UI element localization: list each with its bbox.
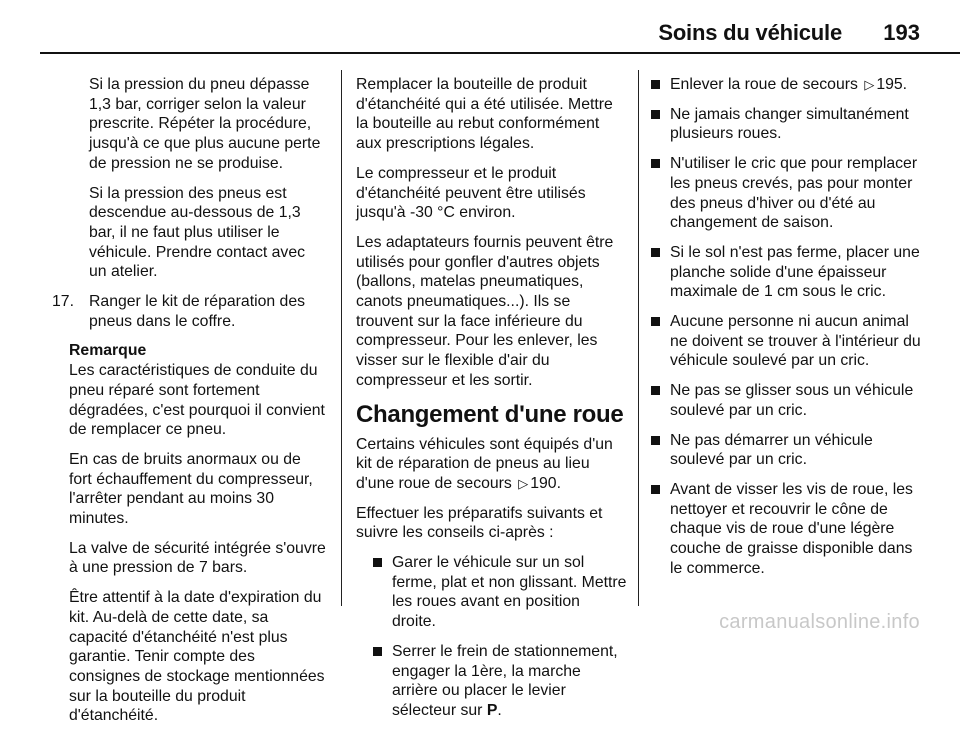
list-item-text: Ne jamais changer simultanément plusieurs roues. — [670, 105, 909, 143]
list-item — [650, 431, 926, 470]
page-title: Soins du véhicule — [658, 20, 842, 45]
list-item — [650, 381, 926, 420]
bullet-square-icon — [651, 80, 660, 89]
bullet-square-icon — [373, 558, 382, 567]
remark-box — [52, 341, 326, 726]
step-number: 17. — [52, 293, 74, 311]
page-ref-arrow-icon: ▷ — [518, 475, 529, 491]
column-divider — [638, 70, 639, 606]
bullet-square-icon — [651, 386, 660, 395]
list-item-text: Aucune personne ni aucun animal ne doivent se trouver à l'intérieur du véhicule soulevé par un cric. — [670, 313, 921, 370]
page-header — [0, 14, 960, 50]
bullet-list — [650, 75, 926, 578]
column-left — [52, 75, 326, 736]
list-item — [372, 642, 628, 721]
list-item — [372, 553, 628, 632]
list-item-text: Serrer le frein de stationnement, engager la 1ère, la marche arrière ou placer le levier sélecteur sur — [392, 642, 618, 719]
section-heading: Changement d'une roue — [356, 400, 624, 428]
column-right — [650, 75, 926, 588]
list-item-end: . — [497, 701, 502, 719]
remark-title: Remarque — [69, 342, 147, 360]
list-item — [650, 154, 926, 233]
bullet-square-icon — [651, 159, 660, 168]
bullet-square-icon — [651, 485, 660, 494]
bullet-square-icon — [651, 436, 660, 445]
paragraph: Le compresseur et le produit d'étanchéité peuvent être utilisés jusqu'à -30 °C environ. — [356, 164, 586, 222]
list-item — [650, 105, 926, 144]
page-number: 193 — [883, 20, 920, 45]
watermark: carmanualsonline.info — [719, 611, 920, 633]
bullet-square-icon — [651, 248, 660, 257]
list-item-text: Avant de visser les vis de roue, les nettoyer et recouvrir le cône de chaque vis de roue d'une légère couche de graisse disponible dans le commerce. — [670, 480, 913, 577]
column-divider — [341, 70, 342, 606]
remark-paragraph: Être attentif à la date d'expiration du kit. Au-delà de cette date, sa capacité d'étanchéité n'est plus garantie. Tenir compte des consignes de stockage mentionnées sur la bouteille du produit d'étanchéité. — [69, 589, 325, 725]
list-item-text: Garer le véhicule sur un sol ferme, plat et non glissant. Mettre les roues avant en position droite. — [392, 554, 627, 631]
gear-letter: P — [486, 701, 498, 719]
page-ref-arrow-icon: ▷ — [864, 77, 875, 92]
paragraph: Effectuer les préparatifs suivants et suivre les conseils ci-après : — [356, 504, 603, 542]
intro-text: Certains véhicules sont équipés d'un kit de réparation de pneus au lieu d'une roue de secours — [356, 435, 613, 492]
list-item — [650, 75, 926, 95]
list-item-text: N'utiliser le cric que pour remplacer les pneus crevés, pas pour monter des pneus d'hiver ou d'été au changement de saison. — [670, 155, 918, 232]
paragraph: Si la pression du pneu dépasse 1,3 bar, corriger selon la valeur prescrite. Répéter la procédure, jusqu'à ce que plus aucune perte de pression ne se produise. — [89, 76, 321, 172]
header-rule — [40, 52, 960, 54]
bullet-square-icon — [651, 317, 660, 326]
page-ref-link[interactable]: 195. — [876, 76, 908, 93]
list-item-text: Ne pas démarrer un véhicule soulevé par un cric. — [670, 431, 873, 469]
list-item — [650, 312, 926, 371]
list-item-text: Si le sol n'est pas ferme, placer une planche solide d'une épaisseur maximale de 1 cm sous le cric. — [670, 243, 920, 301]
page-ref-link[interactable]: 190. — [530, 474, 561, 492]
remark-paragraph: Les caractéristiques de conduite du pneu réparé sont fortement dégradées, c'est pourquoi il convient de remplacer ce pneu. — [69, 362, 325, 439]
column-middle — [356, 75, 628, 731]
list-item-text: Enlever la roue de secours — [670, 76, 858, 93]
numbered-step — [52, 292, 326, 331]
list-item-text: Ne pas se glisser sous un véhicule soulevé par un cric. — [670, 382, 914, 419]
list-item — [650, 243, 926, 302]
paragraph: Remplacer la bouteille de produit d'étanchéité qui a été utilisée. Mettre la bouteille au rebut conformément aux prescriptions légales. — [356, 76, 613, 153]
step-text: Ranger le kit de réparation des pneus dans le coffre. — [89, 293, 306, 330]
bullet-square-icon — [373, 647, 382, 656]
paragraph — [356, 435, 628, 494]
remark-paragraph: En cas de bruits anormaux ou de fort échauffement du compresseur, l'arrêter pendant au moins 30 minutes. — [69, 450, 313, 528]
remark-paragraph: La valve de sécurité intégrée s'ouvre à une pression de 7 bars. — [69, 539, 326, 577]
bullet-square-icon — [651, 110, 660, 119]
bullet-list — [356, 553, 628, 721]
list-item — [650, 480, 926, 579]
paragraph: Les adaptateurs fournis peuvent être utilisés pour gonfler d'autres objets (ballons, matelas pneumatiques, canots pneumatiques...). Ils se trouvent sur la face inférieure du compresseur. Pour les enlever, les visser sur le flexible d'air du compresseur et les sortir. — [356, 233, 614, 389]
paragraph: Si la pression des pneus est descendue au-dessous de 1,3 bar, il ne faut plus utiliser le véhicule. Prendre contact avec un atelier. — [89, 184, 306, 281]
